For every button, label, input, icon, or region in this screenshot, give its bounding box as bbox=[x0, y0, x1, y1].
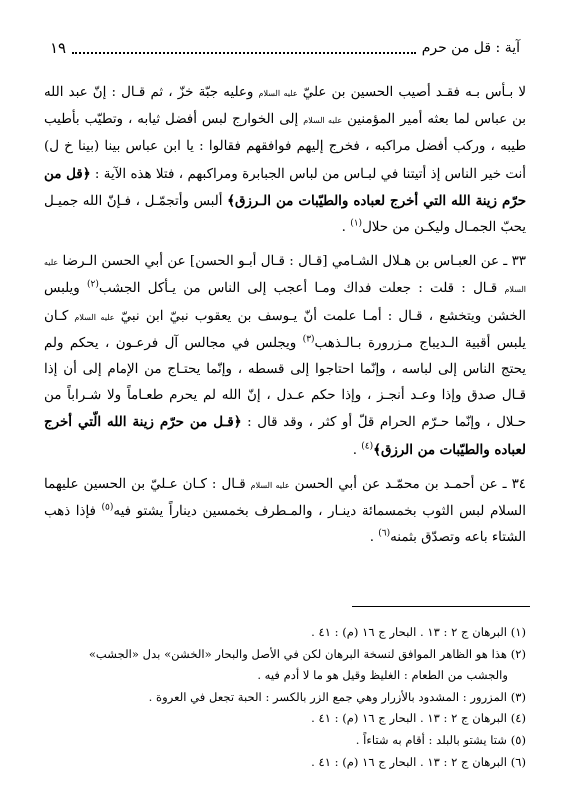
text-run: ألبس وأتجمّـل ، فـإنّ الله جميـل يحبّ الجمـال وليكـن من حلال bbox=[44, 193, 526, 236]
footnote-ref[interactable]: (٦) bbox=[378, 528, 391, 539]
text-run: ٣٣ ـ عن العبـاس بن هـلال الشـامي [قـال : قـال أبـو الحسن] عن أبي الحسن الـرضا bbox=[58, 254, 526, 270]
paragraph-continuation bbox=[44, 80, 526, 241]
text-run: كـان يلبس أقبية الـديباج مـزرورة بـالـذهب bbox=[44, 308, 526, 351]
hadith-34 bbox=[44, 472, 526, 552]
text-run: فإذا ذهب الشتاء باعه وتصدّق بثمنه bbox=[44, 504, 526, 546]
footnote-5: (٥) شتا يشتو بالبلد : أقام به شتاءاً . bbox=[355, 732, 526, 747]
text-run: لا بـأس بـه فقـد أصيب الحسين بن عليّ bbox=[297, 85, 526, 100]
hadith-33 bbox=[44, 249, 526, 464]
text-run: ٣٤ ـ عن أحمـد بن محمّـد عن أبي الحسن bbox=[289, 476, 526, 492]
footnotes bbox=[44, 622, 526, 773]
text-run: قـال : قلت : جعلت فداك ومـا أعجب إلى الناس من يـأكل الجشب bbox=[98, 281, 505, 297]
salutation-mark: عليه السلام bbox=[303, 116, 343, 126]
footnote-ref[interactable]: (٣) bbox=[302, 334, 315, 345]
footnote-ref[interactable]: (٥) bbox=[101, 502, 114, 513]
footnote-3: (٣) المزرور : المشدود بالأزرار وهي جمع الزر بالكسر : الحبة تجعل في العروة . bbox=[148, 689, 526, 704]
salutation-mark: عليه السلام bbox=[44, 258, 526, 295]
footnote-6: (٦) البرهان ج ٢ : ١٣ . البحار ج ١٦ (م) : ٤١ . bbox=[311, 754, 526, 769]
text-run: قـال : كـان عـليّ بن الحسين عليهما السلام لبس الثوب بخمسمائة دينـار ، والمـطرف بخمسين ديناراً يشتو فيه bbox=[44, 476, 526, 520]
footnote-4: (٤) البرهان ج ٢ : ١٣ . البحار ج ١٦ (م) : ٤١ . bbox=[311, 711, 526, 726]
page-number: ١٩ bbox=[50, 39, 67, 57]
salutation-mark: عليه السلام bbox=[74, 312, 115, 322]
text-run: . bbox=[369, 530, 379, 546]
running-header bbox=[50, 36, 520, 60]
text-run: ويجلس في مجالس آل فرعـون ، يحكم ولم يحتج الناس إلى لباسه ، وإنّما احتاجوا إلى قسطه ، وإنّما يحتـاج من الإمام إلى أن إذا قـال صدق وإذا وعـد أنجـز ، وإذا حكم عـدل ، إنّ الله لم يحرم طعـاماً ولا شـراباً من حـلال ، وإنّما حـرّم الحرام قلّ أو كثر ، وقد قال : bbox=[44, 335, 526, 431]
text-run: . bbox=[341, 220, 351, 236]
text-run: إلى الخوارج لبس أفضل ثيابه ، وتطيّب بأطيب طيبه ، وركب أفضل مراكبه ، فخرج إليهم فوافقهم فقالوا : يا ابن عباس بينا (بينا خ ل) أنت خير الناس إذ أتيتنا في لبـاس من لباس الجبابرة ومراكبهم ، فتلا هذه الآية : bbox=[44, 112, 527, 182]
salutation-mark: عليه السلام bbox=[258, 89, 298, 98]
main-text bbox=[44, 80, 526, 551]
quran-quote: ﴿قل من حرّم زينة الله التي أخرج لعباده والطيّبات من الـرزق﴾ bbox=[44, 165, 526, 209]
text-run: وعليه جبّة خزّ ، ثم قـال : إنّ عبد الله بن عباس لما بعثه أمير المؤمنين bbox=[44, 85, 527, 128]
salutation-mark: عليه السلام bbox=[250, 480, 290, 490]
quran-quote: ﴿قـل من حرّم زينة الله الّتي أخرج لعباده والطيّبات من الرزق﴾ bbox=[44, 414, 526, 458]
footnote-ref[interactable]: (١) bbox=[350, 218, 363, 229]
footnote-1: (١) البرهان ج ٢ : ١٣ . البحار ج ١٦ (م) : ٤١ . bbox=[311, 625, 526, 639]
footnote-2-continued: والجشب من الطعام : الغليظ وقيل هو ما لا أدم فيه . bbox=[257, 668, 508, 683]
footnote-ref[interactable]: (٤) bbox=[361, 441, 374, 452]
footnote-2: (٢) هذا هو الظاهر الموافق لنسخة البرهان لكن في الأصل والبحار «الخشن» بدل «الجشب» bbox=[88, 646, 526, 661]
header-dot-leader bbox=[72, 52, 416, 54]
footnote-ref[interactable]: (٢) bbox=[87, 279, 99, 290]
footnote-separator bbox=[352, 606, 530, 607]
text-run: . bbox=[352, 442, 362, 458]
text-run: ويلبس الخشن ويتخشع ، قـال : أمـا علمت أنّ يـوسف بن يعقوب نبيّ ابن نبيّ bbox=[44, 281, 526, 324]
header-title: آية : قل من حرم bbox=[421, 40, 520, 56]
